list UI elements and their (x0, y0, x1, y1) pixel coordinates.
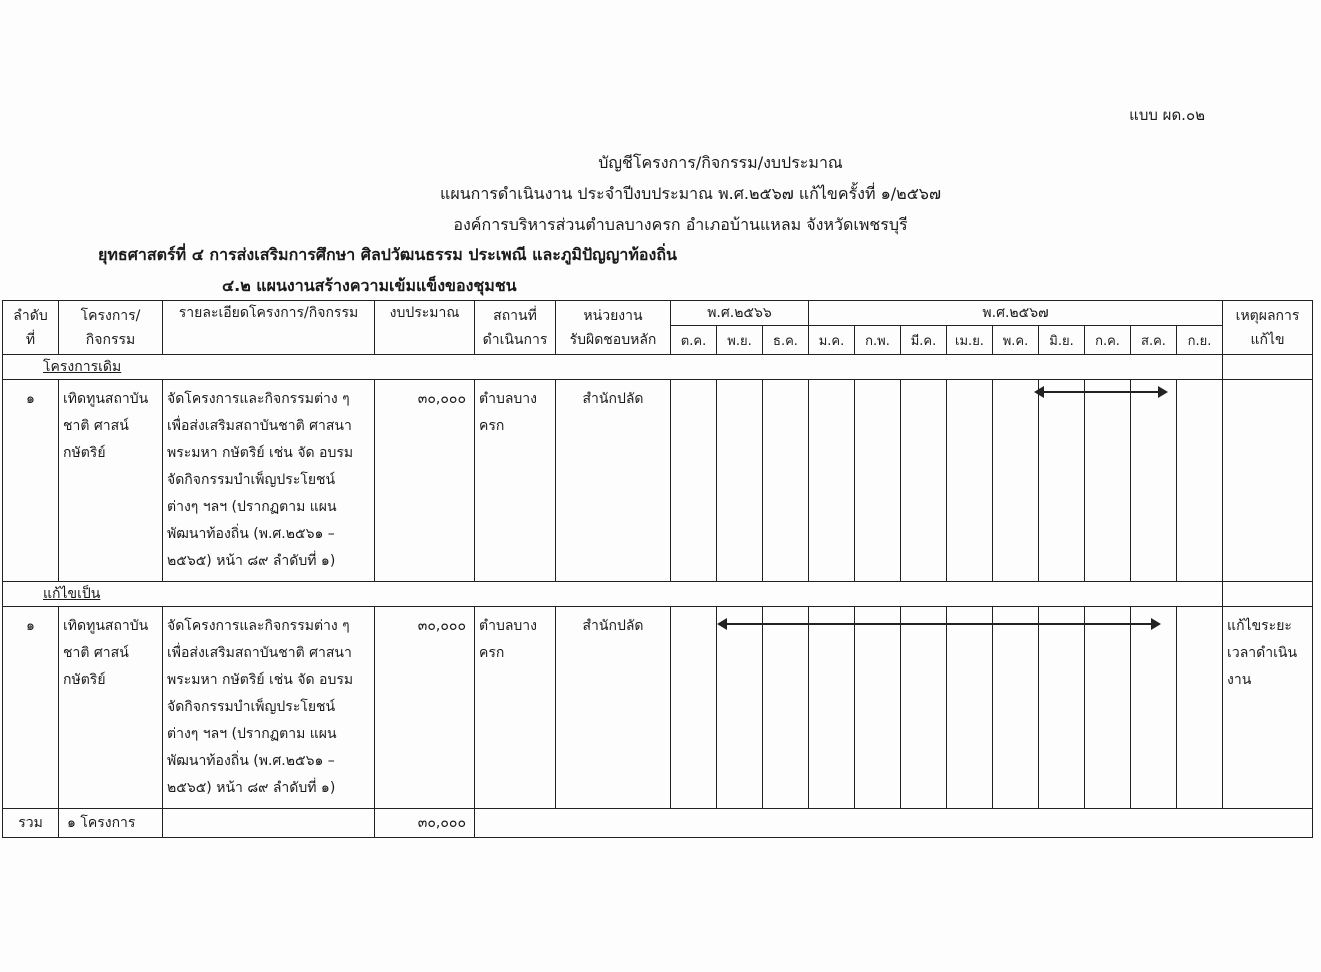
month-jul: ก.ค. (1085, 326, 1131, 355)
original-order: ๑ (3, 380, 59, 582)
document-title: บัญชีโครงการ/กิจกรรม/งบประมาณ (598, 153, 843, 172)
revised-project: เทิดทูนสถาบันชาติ ศาสน์กษัตริย์ (59, 607, 163, 809)
header-budget: งบประมาณ (375, 301, 475, 355)
revised-place: ตำบลบางครก (475, 607, 556, 809)
header-details: รายละเอียดโครงการ/กิจกรรม (163, 301, 375, 355)
total-count: ๑ โครงการ (59, 809, 163, 838)
month-mar: มี.ค. (901, 326, 947, 355)
section-original: โครงการเดิม (3, 355, 1223, 380)
section-revised: แก้ไขเป็น (3, 582, 1223, 607)
original-schedule-arrow (1036, 391, 1166, 393)
header-project: โครงการ/ กิจกรรม (59, 301, 163, 355)
month-sep: ก.ย. (1177, 326, 1223, 355)
project-table (2, 300, 1313, 838)
form-code: แบบ ผด.๐๒ (1129, 106, 1205, 124)
original-schedule-start (1039, 380, 1085, 582)
month-oct: ต.ค. (671, 326, 717, 355)
month-apr: เม.ย. (947, 326, 993, 355)
header-year-2566: พ.ศ.๒๕๖๖ (671, 301, 809, 326)
original-unit: สำนักปลัด (556, 380, 671, 582)
original-reason (1223, 380, 1313, 582)
header-year-2567: พ.ศ.๒๕๖๗ (809, 301, 1223, 326)
revised-schedule-arrow (719, 623, 1159, 625)
original-details: จัดโครงการและกิจกรรมต่าง ๆ เพื่อส่งเสริมสถาบันชาติ ศาสนา พระมหา กษัตริย์ เช่น จัด อบรม จัดกิจกรรมบำเพ็ญประโยชน์ ต่างๆ ฯลฯ (ปรากฏตาม แผนพัฒนาท้องถิ่น (พ.ศ.๒๕๖๑ –๒๕๖๕) หน้า ๘๙ ลำดับที่ ๑) (163, 380, 375, 582)
month-jun: มิ.ย. (1039, 326, 1085, 355)
document-subtitle: แผนการดำเนินงาน ประจำปีงบประมาณ พ.ศ.๒๕๖๗ แก้ไขครั้งที่ ๑/๒๕๖๗ (440, 184, 941, 203)
original-place: ตำบลบางครก (475, 380, 556, 582)
revised-details: จัดโครงการและกิจกรรมต่าง ๆ เพื่อส่งเสริมสถาบันชาติ ศาสนา พระมหา กษัตริย์ เช่น จัด อบรม จัดกิจกรรมบำเพ็ญประโยชน์ ต่างๆ ฯลฯ (ปรากฏตาม แผนพัฒนาท้องถิ่น (พ.ศ.๒๕๖๑ –๒๕๖๕) หน้า ๘๙ ลำดับที่ ๑) (163, 607, 375, 809)
revised-order: ๑ (3, 607, 59, 809)
header-reason: เหตุผลการ แก้ไข (1223, 301, 1313, 355)
month-feb: ก.พ. (855, 326, 901, 355)
original-budget: ๓๐,๐๐๐ (375, 380, 475, 582)
month-jan: ม.ค. (809, 326, 855, 355)
header-place: สถานที่ ดำเนินการ (475, 301, 556, 355)
strategy-heading: ยุทธศาสตร์ที่ ๔ การส่งเสริมการศึกษา ศิลปวัฒนธรรม ประเพณี และภูมิปัญญาท้องถิ่น (98, 245, 677, 264)
header-order: ลำดับ ที่ (3, 301, 59, 355)
month-nov: พ.ย. (717, 326, 763, 355)
month-aug: ส.ค. (1131, 326, 1177, 355)
total-budget: ๓๐,๐๐๐ (375, 809, 475, 838)
month-may: พ.ค. (993, 326, 1039, 355)
organization-name: องค์การบริหารส่วนตำบลบางครก อำเภอบ้านแหลม จังหวัดเพชรบุรี (453, 215, 908, 234)
month-dec: ธ.ค. (763, 326, 809, 355)
revised-unit: สำนักปลัด (556, 607, 671, 809)
revised-schedule-start (809, 607, 855, 809)
revised-reason: แก้ไขระยะเวลาดำเนินงาน (1223, 607, 1313, 809)
total-label: รวม (3, 809, 59, 838)
revised-budget: ๓๐,๐๐๐ (375, 607, 475, 809)
header-unit: หน่วยงาน รับผิดชอบหลัก (556, 301, 671, 355)
original-project: เทิดทูนสถาบันชาติ ศาสน์กษัตริย์ (59, 380, 163, 582)
plan-heading: ๔.๒ แผนงานสร้างความเข้มแข็งของชุมชน (222, 276, 517, 295)
